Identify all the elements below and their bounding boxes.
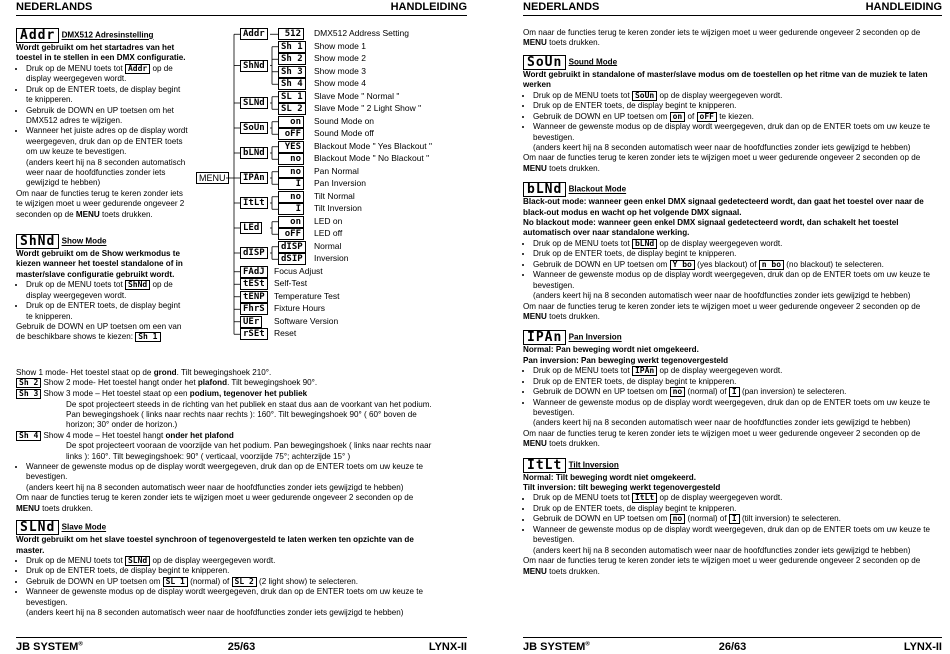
page-footer	[16, 641, 467, 654]
show-mode-3-desc: De spot projecteert steeds in de richting van het publiek en staat dus aan de voorkant van het podium. Pan bewegingshoek ( links naar rechts naar rechts ): 160°. Tilt bewegingshoek 90° ( 60° boven de horizon; 30° onder de horizon.)	[66, 399, 432, 430]
show-mode-3: Sh 3 Show 3 mode – Het toestel staat op een podium, tegenover het publiek	[16, 389, 436, 400]
show-note: (anders keert hij na 8 seconden automatisch weer naar de hoofdfuncties zonder iets gewijzigd te hebben)	[26, 482, 404, 492]
header-language: NEDERLANDS	[523, 1, 600, 13]
dmx-display-code: Addr	[16, 28, 59, 43]
header-divider	[16, 15, 467, 16]
footer-divider	[16, 637, 467, 638]
menu-sub-code-3-0: on	[278, 116, 304, 128]
menu-item-13: UEr	[240, 316, 262, 328]
slave-step-2: • Druk op de ENTER toets, de display begint te knipperen.	[26, 566, 436, 576]
menu-item-2: SLNd	[240, 97, 268, 109]
sound-section	[523, 55, 933, 174]
tilt-step-4: • Wanneer de gewenste modus op de display wordt weergegeven, druk dan op de ENTER toets om uw keuze te bevestigen.	[533, 525, 933, 546]
slave-step-4: • Wanneer de gewenste modus op de display wordt weergegeven, druk dan op de ENTER toets om uw keuze te bevestigen.	[26, 587, 436, 608]
tilt-title: Tilt Inversion	[568, 460, 619, 470]
menu-sub-code-5-1: I	[278, 178, 304, 190]
menu-item-9: FAdJ	[240, 266, 268, 278]
menu-sub-code-4-0: YES	[278, 141, 304, 153]
blackout-section	[523, 182, 933, 322]
menu-sub-label-5-1: Pan Inversion	[314, 178, 366, 189]
menu-sub-code-1-2: Sh 3	[278, 66, 306, 78]
slave-step-3: • Gebruik de DOWN en UP toetsen om SL 1 (normal) of SL 2 (2 light show) te selecteren.	[26, 577, 436, 588]
dmx-step-1: • Druk op de MENU toets tot Addr op de display weergegeven wordt.	[26, 64, 188, 85]
show-mode-4-desc: De spot projecteert vooraan de voorzijde van het podium. Pan bewegingshoek ( links naar rechts naar links ): 160°. Tilt bewegingshoek: 90° ( verticaal, voorzijde 75°; achterzijde 15° )	[66, 441, 432, 461]
menu-sub-label-1-3: Show mode 4	[314, 78, 366, 89]
menu-sub-label-2-0: Slave Mode " Normal "	[314, 90, 400, 101]
menu-item-5: IPAn	[240, 172, 268, 184]
header-title: HANDLEIDING	[390, 1, 467, 13]
slave-note: (anders keert hij na 8 seconden automatisch weer naar de hoofdfuncties zonder iets gewijzigd te hebben)	[26, 608, 404, 618]
show-step-1: • Druk op de MENU toets tot ShNd op de display weergegeven wordt.	[26, 280, 188, 301]
slave-section	[16, 520, 436, 619]
blackout-display-code: bLNd	[523, 182, 566, 197]
blackout-note: (anders keert hij na 8 seconden automatisch weer naar de hoofdfuncties zonder iets gewijzigd te hebben)	[533, 291, 911, 301]
show-modes	[16, 368, 436, 619]
blackout-title: Blackout Mode	[568, 184, 627, 194]
menu-sub-label-3-0: Sound Mode on	[314, 115, 375, 126]
blackout-step-3: • Gebruik de DOWN en UP toetsen om Y bo (yes blackout) of n bo (no blackout) te selecteren.	[533, 260, 933, 271]
menu-item-8: dISP	[240, 247, 268, 259]
pan-display-code: IPAn	[523, 330, 566, 345]
footer-page-number: 25/63	[227, 641, 256, 653]
menu-sub-label-3-1: Sound Mode off	[314, 128, 374, 139]
blackout-step-4: • Wanneer de gewenste modus op de display wordt weergegeven, druk dan op de ENTER toets om uw keuze te bevestigen.	[533, 270, 933, 291]
header-divider	[523, 15, 942, 16]
menu-sub-label-5-0: Pan Normal	[314, 165, 359, 176]
menu-item-0: Addr	[240, 28, 268, 40]
dmx-step-code: Addr	[125, 64, 150, 74]
tilt-note: (anders keert hij na 8 seconden automatisch weer naar de hoofdfuncties zonder iets gewijzigd te hebben)	[533, 545, 911, 555]
show-step-4: • Wanneer de gewenste modus op de display wordt weergegeven, druk dan op de ENTER toets om uw keuze te bevestigen.	[26, 462, 436, 483]
show-outro: Om naar de functies terug te keren zonder iets te wijzigen moet u weer gedurende ongeveer 2 seconden op de MENU toets drukken.	[16, 493, 414, 513]
tilt-display-code: ItLt	[523, 458, 566, 473]
dmx-outro: Om naar de functies terug te keren zonder iets te wijzigen moet u weer gedurende ongeveer 2 seconden op de MENU toets drukken.	[16, 188, 185, 219]
tilt-step-1: • Druk op de MENU toets tot ItLt op de display weergegeven wordt.	[533, 493, 933, 504]
sound-step-4: • Wanneer de gewenste modus op de display wordt weergegeven, druk dan op de ENTER toets om uw keuze te bevestigen.	[533, 122, 933, 143]
menu-sub-code-1-0: Sh 1	[278, 41, 306, 53]
sound-display-code: SoUn	[523, 55, 566, 70]
menu-item-3: SoUn	[240, 122, 268, 134]
menu-sub-code-7-1: oFF	[278, 228, 304, 240]
sound-title: Sound Mode	[568, 57, 618, 67]
blackout-intro-1: Black-out mode: wanneer geen enkel DMX signaal gedetecteerd wordt, dan gaat het toestel over naar de black-out modus en wacht op het volgende DMX signaal.	[523, 197, 924, 217]
menu-sub-code-1-3: Sh 4	[278, 78, 306, 90]
footer-brand: JB SYSTEM®	[16, 641, 83, 653]
pan-title: Pan Inversion	[568, 332, 622, 342]
blackout-step-1: • Druk op de MENU toets tot bLNd op de display weergegeven wordt.	[533, 239, 933, 250]
pan-intro-2: Pan inversion: Pan beweging werkt tegenovergesteld	[523, 355, 729, 365]
menu-item-label-9: Focus Adjust	[274, 265, 323, 276]
dmx-title: DMX512 Adresinstelling	[61, 30, 154, 40]
show-step-3: Gebruik de DOWN en UP toetsen om een van de beschikbare shows te kiezen: Sh 1	[16, 322, 182, 342]
pan-outro: Om naar de functies terug te keren zonder iets te wijzigen moet u weer gedurende ongeveer 2 seconden op de MENU toets drukken.	[523, 428, 921, 449]
menu-sub-label-7-0: LED on	[314, 215, 343, 226]
tilt-intro-1: Normal: Tilt beweging wordt niet omgekeerd.	[523, 472, 696, 482]
menu-sub-label-2-1: Slave Mode " 2 Light Show "	[314, 103, 422, 114]
menu-sub-code-8-1: dSIP	[278, 253, 306, 265]
menu-sub-label-1-2: Show mode 3	[314, 65, 366, 76]
slave-display-code: SLNd	[16, 520, 59, 535]
page-header	[523, 1, 942, 15]
menu-sub-code-5-0: no	[278, 166, 304, 178]
menu-sub-label-8-0: Normal	[314, 240, 342, 251]
menu-sub-label-8-1: Inversion	[314, 253, 349, 264]
tilt-intro-2: Tilt inversion: tilt beweging werkt tegenovergesteld	[523, 483, 721, 493]
footer-divider	[523, 637, 942, 638]
dmx-step-2: • Druk op de ENTER toets, de display begint te knipperen.	[26, 85, 188, 106]
menu-sub-label-1-1: Show mode 2	[314, 53, 366, 64]
slave-title: Slave Mode	[61, 522, 107, 532]
blackout-intro-2: No blackout mode: wanneer geen enkel DMX signaal gedetecteerd wordt, dan schakelt het toestel automatisch over naar standalone werking.	[523, 217, 899, 238]
menu-item-4: bLNd	[240, 147, 268, 159]
menu-sub-code-8-0: dISP	[278, 241, 306, 253]
menu-sub-code-7-0: on	[278, 216, 304, 228]
footer-model: LYNX-II	[428, 641, 467, 653]
show-mode-1: Show 1 mode- Het toestel staat op de grond. Tilt bewegingshoek 210°.	[16, 368, 272, 377]
menu-sub-label-7-1: LED off	[314, 228, 343, 239]
tilt-step-2: • Druk op de ENTER toets, de display begint te knipperen.	[533, 504, 933, 514]
sound-note: (anders keert hij na 8 seconden automatisch weer naar de hoofdfuncties zonder iets gewijzigd te hebben)	[533, 142, 911, 152]
dmx-step-3: • Gebruik de DOWN en UP toetsen om het DMX512 adres te wijzigen.	[26, 106, 188, 127]
dmx-step-4: • Wanneer het juiste adres op de display wordt weergegeven, druk dan op de ENTER toets om uw keuze te bevestigen.	[26, 126, 188, 157]
menu-sub-label-6-0: Tilt Normal	[314, 190, 355, 201]
page-header	[16, 1, 467, 15]
menu-sub-label-6-1: Tilt Inversion	[314, 203, 362, 214]
dmx-section	[16, 28, 188, 343]
show-section	[16, 234, 188, 343]
menu-item-label-11: Temperature Test	[274, 290, 340, 301]
menu-sub-code-2-0: SL 1	[278, 91, 306, 103]
dmx-intro: Wordt gebruikt om het startadres van het toestel in te stellen in een DMX configuratie.	[16, 43, 186, 63]
sound-intro: Wordt gebruikt in standalone of master/slave modus om de toestellen op het ritme van de muziek te laten werken	[523, 69, 928, 90]
show-mode-4: Sh 4 Show 4 mode – Het toestel hangt onder het plafond	[16, 431, 436, 442]
show-mode-2: Sh 2 Show 2 mode- Het toestel hangt onder het plafond. Tilt bewegingshoek 90°.	[16, 378, 436, 389]
menu-sub-label-0-0: DMX512 Address Setting	[314, 28, 409, 39]
menu-item-label-13: Software Version	[274, 315, 339, 326]
show-display-code: ShNd	[16, 234, 59, 249]
pan-step-3: • Gebruik de DOWN en UP toetsen om no (normal) of I (pan inversion) te selecteren.	[533, 387, 933, 398]
blackout-outro: Om naar de functies terug te keren zonder iets te wijzigen moet u weer gedurende ongeveer 2 seconden op de MENU toets drukken.	[523, 301, 921, 321]
menu-sub-code-3-1: oFF	[278, 128, 304, 140]
menu-sub-label-1-0: Show mode 1	[314, 40, 366, 51]
menu-item-7: LEd	[240, 222, 262, 234]
show-title: Show Mode	[61, 236, 107, 246]
dmx-note: (anders keert hij na 8 seconden automatisch weer naar de hoofdfuncties zonder iets gewijzigd te hebben)	[26, 157, 186, 188]
show-step-2: • Druk op de ENTER toets, de display begint te knipperen.	[26, 301, 188, 322]
sound-step-1: • Druk op de MENU toets tot SoUn op de display weergegeven wordt.	[533, 91, 933, 102]
menu-item-label-14: Reset	[274, 328, 297, 339]
pan-section	[523, 330, 933, 449]
pan-step-1: • Druk op de MENU toets tot IPAn op de display weergegeven wordt.	[533, 366, 933, 377]
pan-step-4: • Wanneer de gewenste modus op de display wordt weergegeven, druk dan op de ENTER toets om uw keuze te bevestigen.	[533, 398, 933, 419]
sound-step-3: • Gebruik de DOWN en UP toetsen om on of oFF te kiezen.	[533, 112, 933, 123]
pan-intro-1: Normal: Pan beweging wordt niet omgekeerd.	[523, 345, 699, 355]
menu-sub-code-0-0: 512	[278, 28, 304, 40]
menu-sub-code-2-1: SL 2	[278, 103, 306, 115]
page-footer	[523, 641, 942, 654]
footer-model: LYNX-II	[903, 641, 942, 653]
right-page	[475, 0, 950, 654]
menu-sub-label-4-0: Blackout Mode " Yes Blackout "	[314, 140, 433, 151]
blackout-step-2: • Druk op de ENTER toets, de display begint te knipperen.	[533, 249, 933, 259]
menu-item-10: tESt	[240, 278, 268, 290]
footer-page-number: 26/63	[718, 641, 747, 653]
sound-step-2: • Druk op de ENTER toets, de display begint te knipperen.	[533, 101, 933, 111]
menu-sub-code-4-1: no	[278, 153, 304, 165]
header-language: NEDERLANDS	[16, 1, 93, 13]
footer-brand: JB SYSTEM®	[523, 641, 590, 653]
show-intro: Wordt gebruikt om de Show werkmodus te kiezen wanneer het toestel standalone of in master/slave configuratie gebruikt wordt.	[16, 249, 183, 279]
tilt-step-3: • Gebruik de DOWN en UP toetsen om no (normal) of I (tilt inversion) te selecteren.	[533, 514, 933, 525]
top-outro: Om naar de functies terug te keren zonder iets te wijzigen moet u weer gedurende ongeveer 2 seconden op de MENU toets drukken.	[523, 28, 921, 48]
sound-outro: Om naar de functies terug te keren zonder iets te wijzigen moet u weer gedurende ongeveer 2 seconden op de MENU toets drukken.	[523, 153, 921, 173]
menu-root: MENU	[196, 172, 229, 184]
menu-item-label-10: Self-Test	[274, 278, 308, 289]
menu-tree	[196, 28, 448, 368]
menu-sub-code-1-1: Sh 2	[278, 53, 306, 65]
menu-item-label-12: Fixture Hours	[274, 303, 326, 314]
menu-sub-code-6-0: no	[278, 191, 304, 203]
right-content	[523, 28, 933, 577]
pan-note: (anders keert hij na 8 seconden automatisch weer naar de hoofdfuncties zonder iets gewijzigd te hebben)	[533, 418, 911, 428]
header-title: HANDLEIDING	[865, 1, 942, 13]
menu-item-11: tENP	[240, 291, 268, 303]
menu-item-14: rSEt	[240, 328, 268, 340]
menu-sub-code-6-1: I	[278, 203, 304, 215]
menu-sub-label-4-1: Blackout Mode " No Blackout "	[314, 153, 430, 164]
slave-step-1: • Druk op de MENU toets tot SLNd op de display weergegeven wordt.	[26, 556, 436, 567]
menu-item-1: ShNd	[240, 60, 268, 72]
tilt-outro: Om naar de functies terug te keren zonder iets te wijzigen moet u weer gedurende ongeveer 2 seconden op de MENU toets drukken.	[523, 556, 921, 576]
tilt-section	[523, 458, 933, 577]
pan-step-2: • Druk op de ENTER toets, de display begint te knipperen.	[533, 377, 933, 387]
menu-item-12: FhrS	[240, 303, 268, 315]
slave-intro: Wordt gebruikt om het slave toestel synchroon of tegenovergesteld te laten werken ten opzichte van de master.	[16, 535, 414, 555]
menu-item-6: ItLt	[240, 197, 268, 209]
